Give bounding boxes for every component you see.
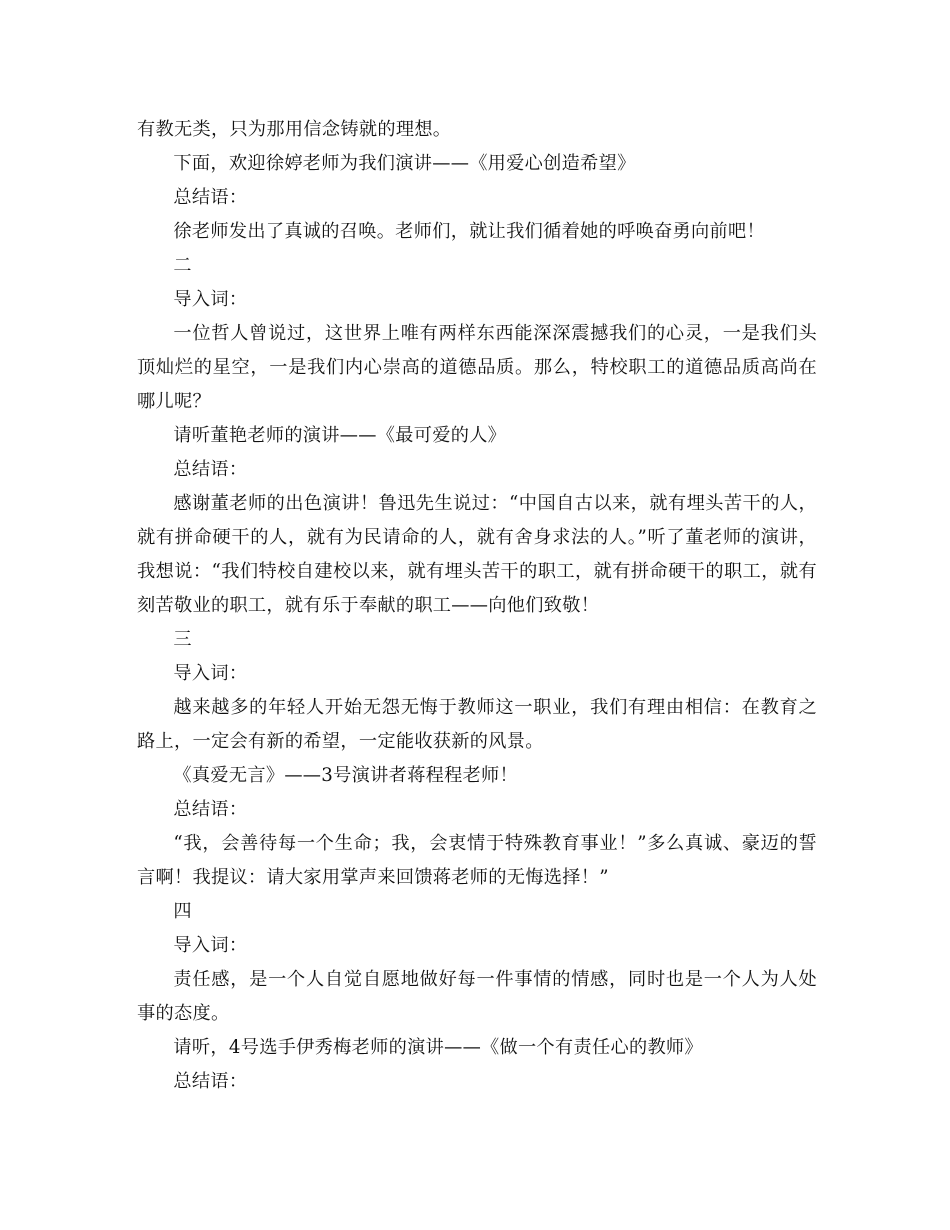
paragraph-intro-text-3: 越来越多的年轻人开始无怨无悔于教师这一职业，我们有理由相信：在教育之路上，一定会有新的希望，一定能收获新的风景。 xyxy=(137,697,817,752)
paragraph-summary-2: 感谢董老师的出色演讲！鲁迅先生说过：“中国自古以来，就有埋头苦干的人，就有拼命硬干的人，就有为民请命的人，就有舍身求法的人。”听了董老师的演讲，我想说：“我们特校自建校以来，就有埋头苦干的职工，就有拼命硬干的职工，就有刻苦敬业的职工，就有乐于奉献的职工——向他们致敬！ xyxy=(137,493,817,616)
paragraph-summary-3: “我，会善待每一个生命；我，会衷情于特殊教育事业！”多么真诚、豪迈的誓言啊！我提议：请大家用掌声来回馈蒋老师的无悔选择！” xyxy=(137,833,817,888)
paragraph-intro-text-2: 一位哲人曾说过，这世界上唯有两样东西能深深震撼我们的心灵，一是我们头顶灿烂的星空，一是我们内心崇高的道德品质。那么，特校职工的道德品质高尚在哪儿呢？ xyxy=(137,323,817,412)
paragraph-summary-label-3: 总结语： xyxy=(173,799,248,820)
paragraph-intro-label-4: 导入词： xyxy=(173,935,248,956)
section-heading-3: 三 xyxy=(173,629,192,650)
paragraph-summary-label-2: 总结语： xyxy=(173,459,248,480)
paragraph-intro-text-4: 责任感，是一个人自觉自愿地做好每一件事情的情感，同时也是一个人为人处事的态度。 xyxy=(137,969,817,1024)
document-body xyxy=(137,113,817,1099)
paragraph-speaker-4: 请听，4号选手伊秀梅老师的演讲——《做一个有责任心的教师》 xyxy=(173,1037,703,1058)
paragraph-intro-label-3: 导入词： xyxy=(173,663,248,684)
paragraph-summary-label-1: 总结语： xyxy=(173,187,248,208)
paragraph-speaker-2: 请听董艳老师的演讲——《最可爱的人》 xyxy=(173,425,507,446)
paragraph-intro-1: 下面，欢迎徐婷老师为我们演讲——《用爱心创造希望》 xyxy=(173,153,636,174)
section-heading-4: 四 xyxy=(173,901,192,922)
section-heading-2: 二 xyxy=(173,255,192,276)
paragraph-summary-1: 徐老师发出了真诚的召唤。老师们，就让我们循着她的呼唤奋勇向前吧！ xyxy=(173,221,765,242)
paragraph-intro-label-2: 导入词： xyxy=(173,289,248,310)
paragraph-continuation: 有教无类，只为那用信念铸就的理想。 xyxy=(137,119,452,140)
paragraph-speaker-3: 《真爱无言》——3号演讲者蒋程程老师！ xyxy=(173,765,519,786)
paragraph-summary-label-4: 总结语： xyxy=(173,1071,248,1092)
